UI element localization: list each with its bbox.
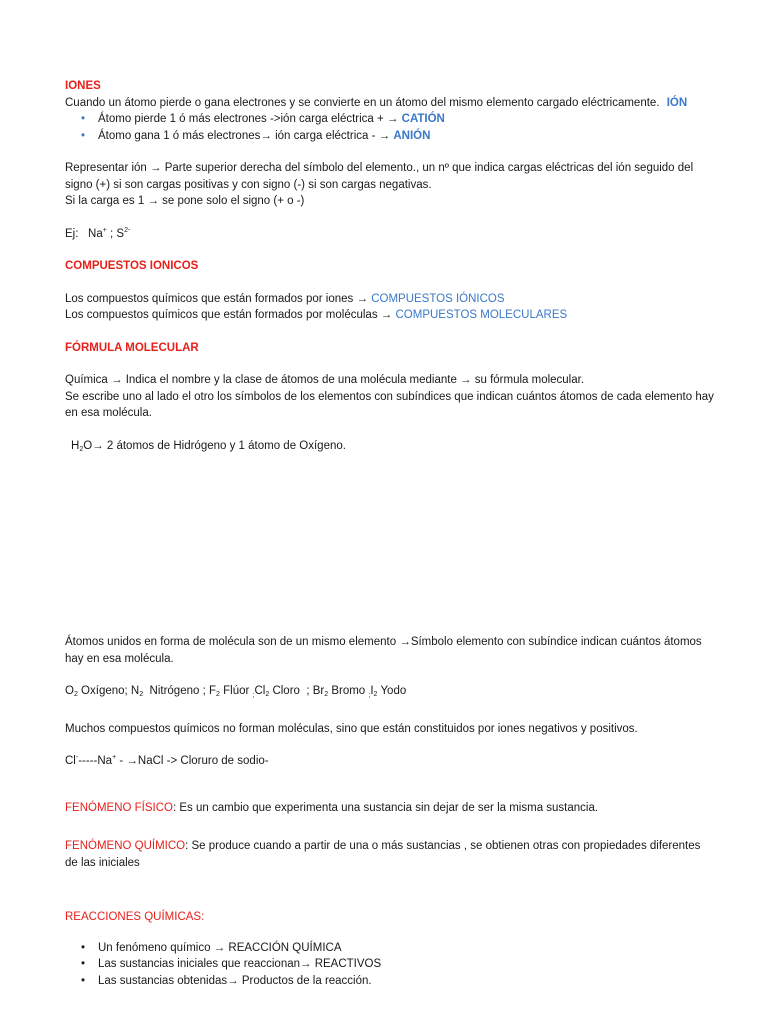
list-item [65,940,715,957]
h2o-sub: 2 [79,445,84,453]
iones-list [65,111,715,144]
representar-line2: Si la carga es 1 → se pone solo el signo (+ o -) [65,195,305,207]
elem-i: I [370,685,374,697]
document-page [65,78,715,989]
bullet-icon: • [81,974,86,987]
cl-ion: Cl [65,755,76,767]
elementos-line [65,683,715,705]
elem-o-sub: 2 [73,691,78,698]
elem-n-name: Nitrógeno ; [143,685,209,697]
compuestos-line2-text: Los compuestos químicos que están formados por moléculas → [65,309,393,321]
fenomeno-quimico-text: : Se produce cuando a partir de una o más sustancias , se obtienen otras con propiedades diferentes de las iniciales [65,840,701,869]
elem-semi: ; [368,692,371,699]
cl-ion-charge: - [75,754,79,761]
ejemplo-label: Ej: [65,227,79,240]
list-item-cation [65,111,715,128]
list-item [65,973,715,990]
iones-intro-text: Cuando un átomo pierde o gana electrones y se convierte en un átomo del mismo elemento cargado eléctricamente. [65,96,660,109]
fenomeno-fisico [65,800,715,817]
nacl-line [65,753,715,770]
reacciones-list [65,940,715,990]
elem-n-sub: 2 [139,691,144,698]
elem-f: F [208,685,217,697]
anion-term: ANIÓN [393,129,431,142]
elem-o: O [65,685,74,697]
list-item [65,956,715,973]
iones-intro [65,95,715,112]
nacl-text: - →NaCl -> Cloruro de sodio- [116,755,269,767]
representar-line1: Representar ión → Parte superior derecha del símbolo del elemento., un nº que indica cargas eléctricas del ión seguido del signo (+) si son cargas positivas y con signo (-) si son cargas negativas. [65,162,694,191]
compuestos-line1 [65,291,715,308]
formula-line2: Se escribe uno al lado el otro los símbolos de los elementos con subíndices que indican cuántos átomos de cada elemento hay en esa molécula. [65,390,714,419]
ejemplo-sep: ; [106,227,117,240]
h2o-h: H [71,439,80,452]
ejemplo-line [65,226,715,243]
elem-cl: Cl [254,685,266,697]
elem-br-sub: 2 [324,691,329,698]
heading-reacciones: REACCIONES QUÍMICAS: [65,911,205,923]
anion-text: Átomo gana 1 ó más electrones→ ión carga eléctrica - → [98,129,391,142]
cation-term: CATIÓN [401,113,445,125]
compuestos-moleculares-term: COMPUESTOS MOLECULARES [395,309,568,321]
elem-semi: ; [252,692,255,699]
bullet-icon: • [81,129,86,142]
compuestos-line2 [65,307,715,324]
elem-cl-name: Cloro ; [269,685,313,697]
elem-f-sub: 2 [216,691,220,698]
heading-iones: IONES [65,80,101,92]
elem-i-name: Yodo [377,685,407,697]
elem-br-name: Bromo [328,685,369,697]
bullet-icon: • [81,941,86,954]
reaccion-item-text: Las sustancias iniciales que reaccionan→ REACTIVOS [98,958,382,970]
heading-compuestos-ionicos: COMPUESTOS IONICOS [65,260,199,272]
ejemplo-na: Na [88,227,103,240]
elem-br: Br [312,685,325,697]
bullet-icon: • [81,958,86,970]
ejemplo-s: S [116,227,125,240]
elem-i-sub: 2 [373,691,378,698]
compuestos-ionicos-term: COMPUESTOS IÓNICOS [371,292,505,305]
fenomeno-quimico-label: FENÓMENO QUÍMICO [65,840,186,852]
muchos-line: Muchos compuestos químicos no forman moléculas, sino que están constituidos por iones negativos y positivos. [65,722,638,735]
h2o-line [65,438,715,455]
bullet-icon: • [81,113,86,125]
elem-f-name: Flúor [219,685,253,697]
ion-term: IÓN [666,96,688,109]
ejemplo-s-charge: 2- [124,226,131,234]
h2o-o: O [83,439,93,452]
na-ion-charge: + [112,754,117,761]
atomos-line1: Átomos unidos en forma de molécula son de un mismo elemento →Símbolo elemento con subíndice indican cuántos átomos hay en esa molécula. [65,636,702,665]
fenomeno-fisico-label: FENÓMENO FÍSICO [65,801,173,814]
na-ion: Na [97,755,113,767]
reaccion-item-text: Las sustancias obtenidas→ Productos de la reacción. [98,974,372,987]
cation-text: Átomo pierde 1 ó más electrones ->ión carga eléctrica + → [98,113,399,125]
elem-n: N [130,685,140,697]
ion-dashes: ----- [78,755,98,767]
ejemplo-na-charge: + [102,226,107,234]
elem-cl-sub: 2 [265,691,270,698]
heading-formula-molecular: FÓRMULA MOLECULAR [65,341,199,354]
h2o-text: → 2 átomos de Hidrógeno y 1 átomo de Oxígeno. [92,439,346,452]
list-item-anion [65,128,715,145]
formula-line1: Química → Indica el nombre y la clase de átomos de una molécula mediante → su fórmula molecular. [65,374,585,386]
fenomeno-quimico [65,838,715,871]
fenomeno-fisico-text: : Es un cambio que experimenta una sustancia sin dejar de ser la misma sustancia. [172,801,599,814]
compuestos-line1-text: Los compuestos químicos que están formados por iones → [65,292,368,305]
reaccion-item-text: Un fenómeno químico → REACCIÓN QUÍMICA [98,941,342,954]
elem-o-name: Oxígeno; [77,685,131,697]
